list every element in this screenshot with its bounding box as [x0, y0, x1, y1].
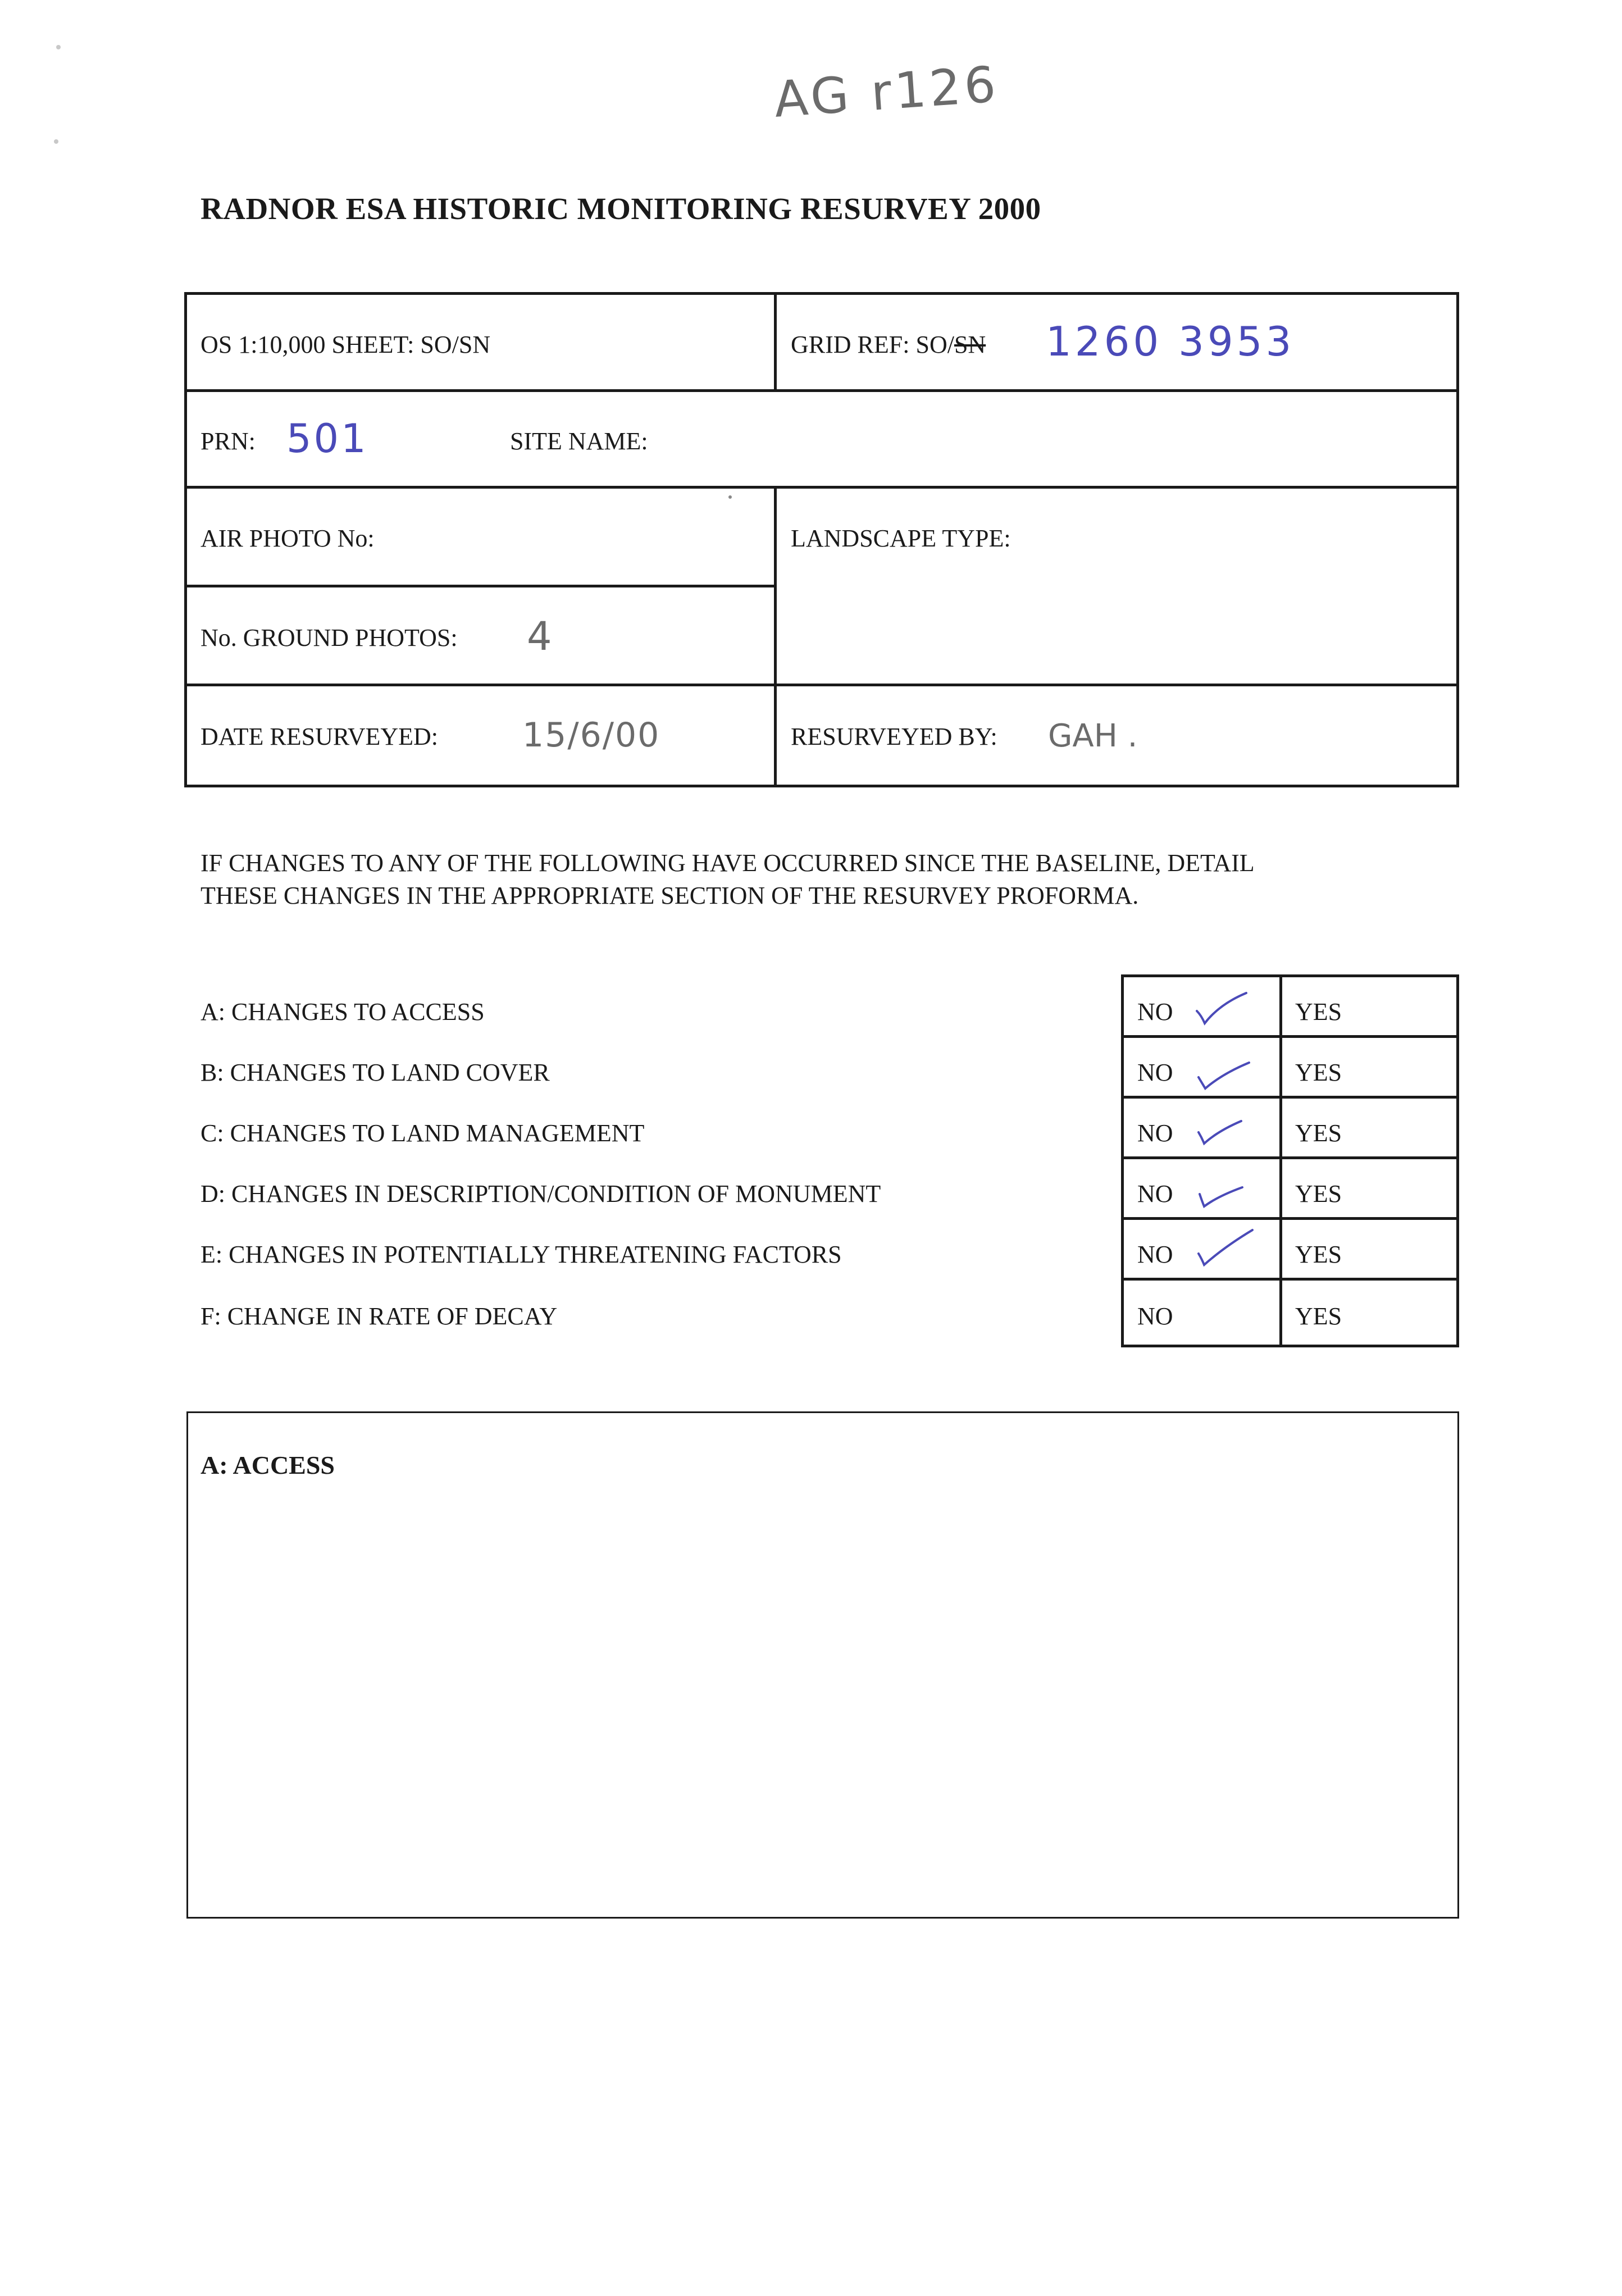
divider — [184, 585, 776, 587]
checkmark-icon — [1195, 1115, 1246, 1149]
divider — [1121, 1035, 1459, 1038]
question-label-e: E: CHANGES IN POTENTIALLY THREATENING FACTORS — [201, 1241, 842, 1268]
section-a-title: A: ACCESS — [201, 1451, 335, 1479]
handwritten-reference: AG r126 — [772, 55, 1001, 129]
scan-speck — [728, 495, 732, 499]
grid-ref-struck-option: SN — [954, 331, 986, 358]
yes-option-f[interactable]: YES — [1295, 1302, 1342, 1330]
prn-label: PRN: — [201, 427, 256, 455]
no-option-f[interactable]: NO — [1137, 1302, 1173, 1330]
date-resurveyed-value: 15/6/00 — [522, 716, 660, 755]
instructions — [201, 847, 1255, 912]
landscape-type-label: LANDSCAPE TYPE: — [791, 525, 1011, 552]
checkmark-icon — [1196, 1179, 1247, 1213]
divider — [184, 389, 1459, 392]
section-a-access-box[interactable] — [186, 1411, 1459, 1919]
grid-ref-value: 1260 3953 — [1046, 318, 1295, 365]
air-photo-label: AIR PHOTO No: — [201, 525, 375, 552]
checkmark-icon — [1195, 1227, 1257, 1272]
divider — [1121, 1156, 1459, 1159]
date-resurveyed-label: DATE RESURVEYED: — [201, 723, 439, 750]
yes-no-grid — [1121, 974, 1459, 1347]
grid-ref-label: GRID REF: SO/ — [791, 331, 954, 358]
instructions-line-2: THESE CHANGES IN THE APPROPRIATE SECTION OF THE RESURVEY PROFORMA. — [201, 882, 1139, 909]
scan-speck — [56, 45, 61, 49]
ground-photos-label: No. GROUND PHOTOS: — [201, 624, 458, 652]
checkmark-icon — [1195, 1055, 1251, 1094]
yes-option-e[interactable]: YES — [1295, 1241, 1342, 1268]
divider — [1121, 1278, 1459, 1281]
ground-photos-value: 4 — [527, 613, 552, 659]
site-name-label: SITE NAME: — [510, 427, 648, 455]
question-label-a: A: CHANGES TO ACCESS — [201, 998, 485, 1026]
yes-option-a[interactable]: YES — [1295, 998, 1342, 1026]
form-title: RADNOR ESA HISTORIC MONITORING RESURVEY 2000 — [201, 192, 1041, 226]
no-option-a[interactable]: NO — [1137, 998, 1173, 1026]
question-label-f: F: CHANGE IN RATE OF DECAY — [201, 1302, 558, 1330]
prn-value: 501 — [286, 416, 368, 462]
divider — [774, 292, 777, 391]
os-sheet-label: OS 1:10,000 SHEET: SO/SN — [201, 331, 491, 358]
resurveyed-by-value: GAH . — [1048, 718, 1138, 754]
yes-option-b[interactable]: YES — [1295, 1059, 1342, 1086]
divider — [184, 486, 1459, 489]
divider — [774, 486, 777, 787]
yes-option-c[interactable]: YES — [1295, 1119, 1342, 1147]
divider — [1279, 974, 1282, 1347]
divider — [184, 684, 1459, 686]
question-label-c: C: CHANGES TO LAND MANAGEMENT — [201, 1119, 645, 1147]
no-option-c[interactable]: NO — [1137, 1119, 1173, 1147]
divider — [1121, 1096, 1459, 1099]
question-label-b: B: CHANGES TO LAND COVER — [201, 1059, 550, 1086]
no-option-b[interactable]: NO — [1137, 1059, 1173, 1086]
divider — [1121, 1217, 1459, 1220]
resurveyed-by-label: RESURVEYED BY: — [791, 723, 997, 750]
no-option-d[interactable]: NO — [1137, 1180, 1173, 1208]
yes-option-d[interactable]: YES — [1295, 1180, 1342, 1208]
instructions-line-1: IF CHANGES TO ANY OF THE FOLLOWING HAVE OCCURRED SINCE THE BASELINE, DETAIL — [201, 849, 1255, 877]
scan-speck — [54, 139, 58, 144]
no-option-e[interactable]: NO — [1137, 1241, 1173, 1268]
question-label-d: D: CHANGES IN DESCRIPTION/CONDITION OF MONUMENT — [201, 1180, 881, 1208]
grid-ref-field — [791, 330, 986, 359]
checkmark-icon — [1193, 990, 1250, 1029]
